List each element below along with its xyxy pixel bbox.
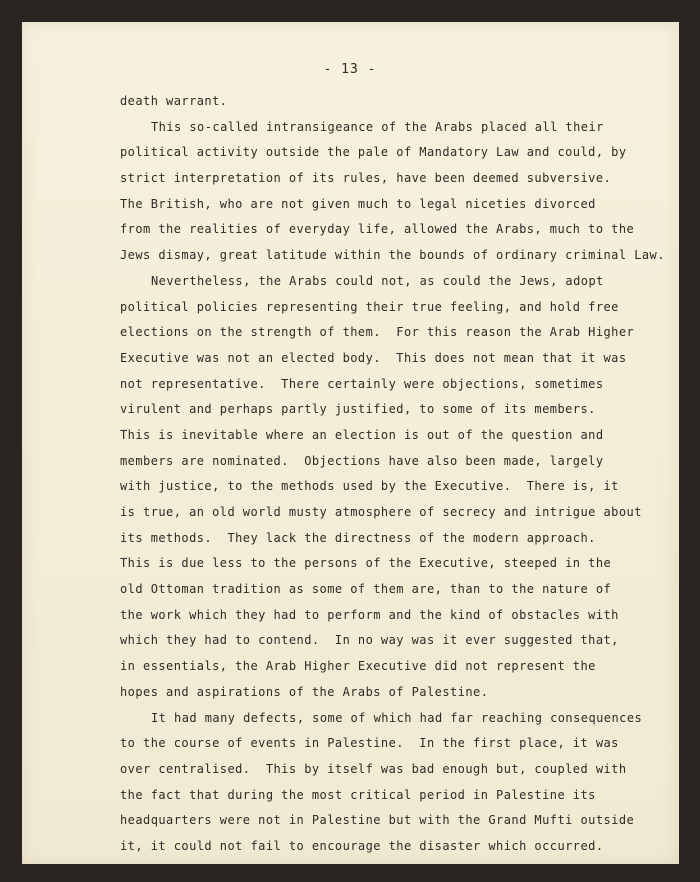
text-line: political activity outside the pale of Mandatory Law and could, by [120, 145, 627, 160]
text-line: not representative. There certainly were objections, sometimes [120, 376, 604, 391]
text-line: Executive was not an elected body. This does not mean that it was [120, 350, 627, 365]
text-line: it, it could not fail to encourage the disaster which occurred. [120, 838, 604, 853]
text-line: The British, who are not given much to legal niceties divorced [120, 196, 596, 211]
body-text [120, 89, 680, 860]
text-line: which they had to contend. In no way was it ever suggested that, [120, 633, 619, 648]
text-line: This is inevitable where an election is out of the question and [120, 427, 604, 442]
text-line: death warrant. [120, 94, 228, 108]
text-line: to the course of events in Palestine. In the first place, it was [120, 736, 619, 751]
text-line: members are nominated. Objections have also been made, largely [120, 453, 604, 468]
text-line: Jews dismay, great latitude within the bounds of ordinary criminal Law. [120, 248, 665, 263]
text-line: virulent and perhaps partly justified, to some of its members. [120, 402, 596, 417]
page-number: - 13 - [323, 62, 377, 77]
text-line: is true, an old world musty atmosphere of secrecy and intrigue about [120, 505, 642, 519]
text-line: This so-called intransigeance of the Arabs placed all their [151, 119, 604, 134]
text-line: Nevertheless, the Arabs could not, as could the Jews, adopt [151, 273, 604, 288]
text-line: in essentials, the Arab Higher Executive did not represent the [120, 659, 596, 674]
text-line: headquarters were not in Palestine but with the Grand Mufti outside [120, 813, 635, 828]
text-line: political policies representing their true feeling, and hold free [120, 299, 619, 314]
text-line: the work which they had to perform and the kind of obstacles with [120, 607, 619, 622]
text-line: over centralised. This by itself was bad enough but, coupled with [120, 761, 627, 776]
text-line: the fact that during the most critical period in Palestine its [120, 787, 596, 802]
text-line: with justice, to the methods used by the Executive. There is, it [120, 479, 619, 494]
text-line: old Ottoman tradition as some of them are, than to the nature of [120, 582, 612, 597]
text-line: strict interpretation of its rules, have been deemed subversive. [120, 171, 612, 186]
text-line: from the realities of everyday life, allowed the Arabs, much to the [120, 222, 635, 237]
text-line: its methods. They lack the directness of the modern approach. [120, 530, 596, 545]
text-line: This is due less to the persons of the Executive, steeped in the [120, 556, 612, 571]
text-line: hopes and aspirations of the Arabs of Palestine. [120, 684, 489, 699]
text-line: elections on the strength of them. For this reason the Arab Higher [120, 325, 635, 340]
text-line: It had many defects, some of which had far reaching consequences [151, 710, 643, 725]
